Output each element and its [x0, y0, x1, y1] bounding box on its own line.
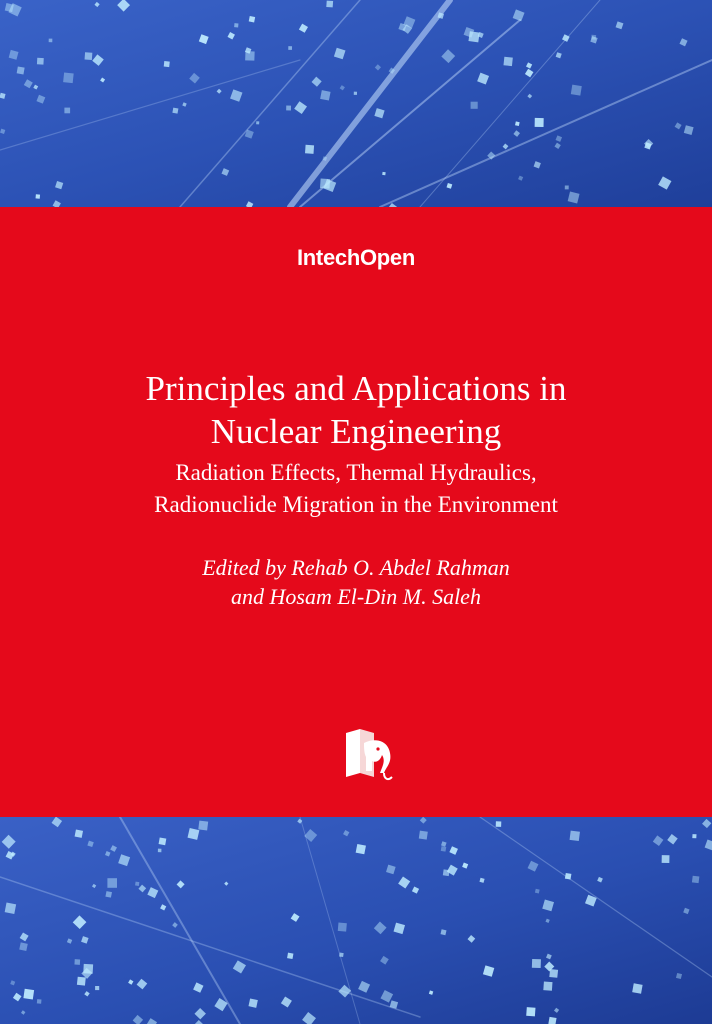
book-title-block	[20, 367, 692, 521]
editors-line-1: Edited by Rehab O. Abdel Rahman	[202, 555, 510, 580]
book-subtitle	[20, 457, 692, 521]
book-editors	[0, 553, 712, 611]
publisher-name: IntechOpen	[296, 245, 415, 270]
book-title-line-2: Nuclear Engineering	[210, 412, 502, 451]
intechopen-logo-icon	[340, 727, 398, 785]
book-title-line-1: Principles and Applications in	[145, 369, 567, 408]
book-title	[20, 367, 692, 453]
cover-top-image	[0, 0, 712, 207]
cover-bottom-image	[0, 817, 712, 1024]
cover-title-panel	[0, 207, 712, 817]
book-subtitle-line-1: Radiation Effects, Thermal Hydraulics,	[175, 460, 537, 485]
book-subtitle-line-2: Radionuclide Migration in the Environment	[154, 492, 558, 517]
editors-line-2: and Hosam El-Din M. Saleh	[231, 584, 481, 609]
